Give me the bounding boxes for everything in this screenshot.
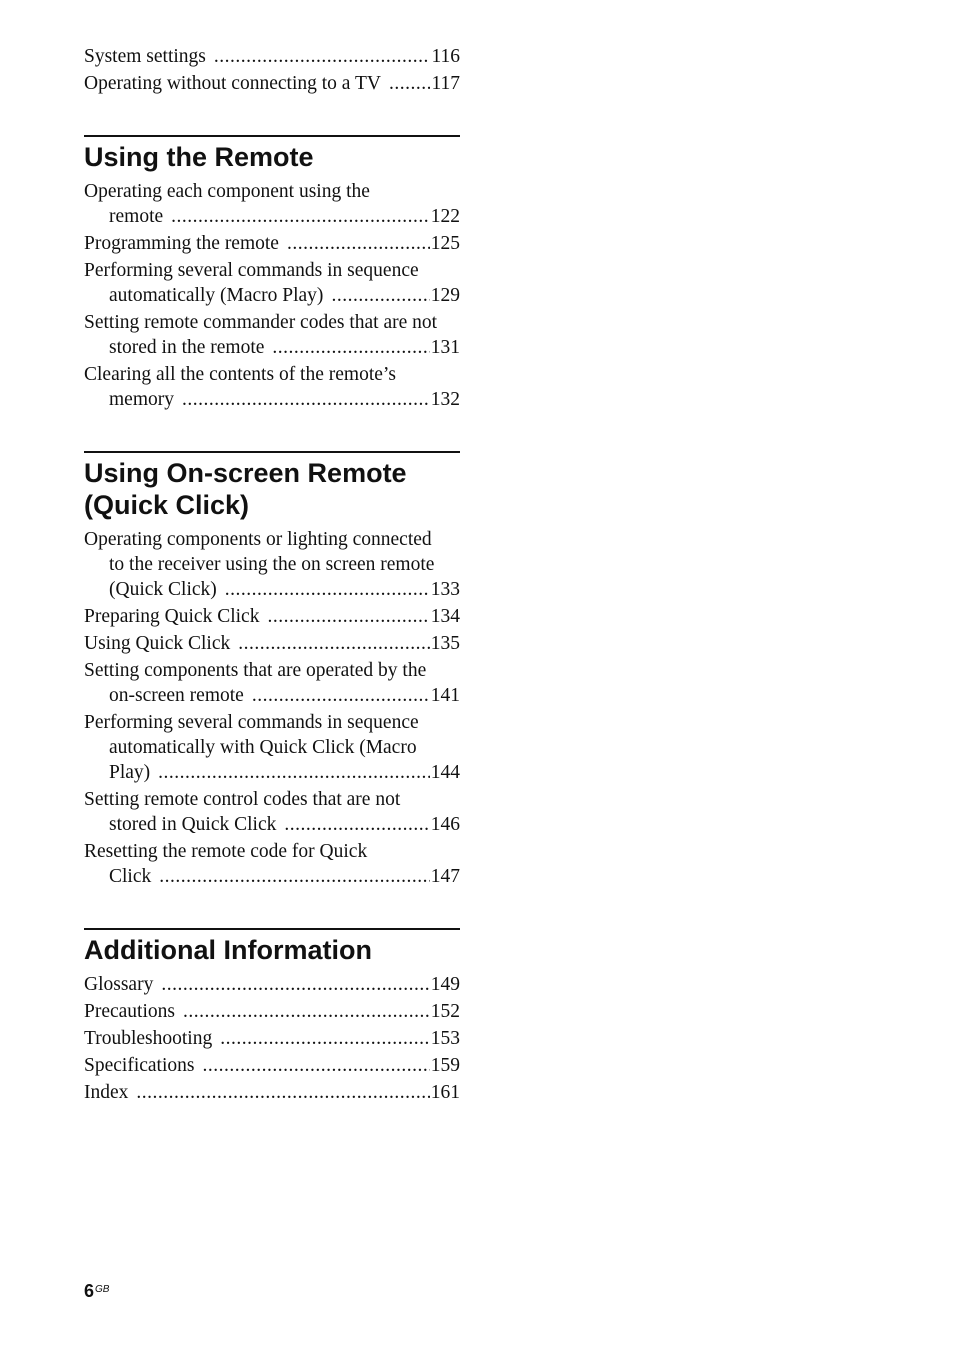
dot-leader bbox=[158, 760, 430, 785]
toc-entry-final-line bbox=[84, 1026, 460, 1051]
toc-entry[interactable] bbox=[84, 1053, 460, 1078]
toc-section-additional-information bbox=[84, 928, 460, 1105]
section-heading-line: (Quick Click) bbox=[84, 490, 250, 520]
toc-entry[interactable] bbox=[84, 604, 460, 629]
section-heading bbox=[84, 934, 460, 966]
toc-entry-final-line bbox=[84, 387, 460, 412]
toc-entry-final-line bbox=[84, 44, 460, 69]
page-footer bbox=[84, 1280, 109, 1302]
dot-leader bbox=[214, 44, 431, 69]
toc-entry-final-line bbox=[84, 604, 460, 629]
dot-leader bbox=[284, 812, 429, 837]
dot-leader bbox=[272, 335, 429, 360]
dot-leader bbox=[202, 1053, 429, 1078]
toc-entry-final-line bbox=[84, 231, 460, 256]
toc-entry-text: Play) bbox=[109, 762, 151, 783]
toc-page-number: 122 bbox=[430, 206, 460, 227]
toc-entry-final-line bbox=[84, 631, 460, 656]
toc-entry-text: Setting remote control codes that are not bbox=[84, 789, 401, 810]
dot-leader bbox=[331, 283, 429, 308]
toc-page-number: 147 bbox=[430, 866, 460, 887]
dot-leader bbox=[136, 1080, 429, 1105]
toc-entry-text: Glossary bbox=[84, 974, 154, 995]
dot-leader bbox=[183, 999, 430, 1024]
toc-page-number: 132 bbox=[430, 389, 460, 410]
toc-page-number: 161 bbox=[430, 1082, 460, 1103]
toc-page-number: 159 bbox=[430, 1055, 460, 1076]
table-of-contents bbox=[84, 44, 460, 1107]
toc-entry-final-line bbox=[84, 335, 460, 360]
toc-entry[interactable] bbox=[84, 839, 460, 889]
toc-page-number: 135 bbox=[430, 633, 460, 654]
toc-entry-text: on-screen remote bbox=[109, 685, 244, 706]
toc-entry-final-line bbox=[84, 283, 460, 308]
dot-leader bbox=[161, 972, 429, 997]
toc-page-number: 146 bbox=[430, 814, 460, 835]
section-heading-line: Using On-screen Remote bbox=[84, 458, 407, 488]
toc-entry-final-line bbox=[84, 972, 460, 997]
toc-entry-text: Precautions bbox=[84, 1001, 175, 1022]
toc-entry[interactable] bbox=[84, 631, 460, 656]
toc-entry[interactable] bbox=[84, 527, 460, 602]
dot-leader bbox=[225, 577, 430, 602]
toc-page-number: 117 bbox=[431, 73, 460, 94]
toc-page-number: 125 bbox=[430, 233, 460, 254]
toc-entry-text: Operating without connecting to a TV bbox=[84, 73, 381, 94]
toc-entry[interactable] bbox=[84, 231, 460, 256]
toc-entry[interactable] bbox=[84, 710, 460, 785]
toc-page-number: 133 bbox=[430, 579, 460, 600]
dot-leader bbox=[267, 604, 429, 629]
toc-entry-text: System settings bbox=[84, 46, 206, 67]
toc-entry-text: Index bbox=[84, 1082, 129, 1103]
toc-entry-text: Operating each component using the bbox=[84, 181, 370, 202]
toc-page-number: 153 bbox=[430, 1028, 460, 1049]
dot-leader bbox=[238, 631, 430, 656]
toc-entry-final-line bbox=[84, 577, 460, 602]
toc-entry-final-line bbox=[84, 204, 460, 229]
toc-entry-text: Resetting the remote code for Quick bbox=[84, 841, 368, 862]
toc-entry-text: automatically with Quick Click (Macro bbox=[109, 737, 417, 758]
toc-entry-text: Using Quick Click bbox=[84, 633, 231, 654]
toc-entry-final-line bbox=[84, 71, 460, 96]
toc-entry[interactable] bbox=[84, 1026, 460, 1051]
toc-entry[interactable] bbox=[84, 972, 460, 997]
dot-leader bbox=[287, 231, 430, 256]
toc-entry-text: to the receiver using the on screen remote bbox=[109, 554, 435, 575]
toc-page-number: 141 bbox=[430, 685, 460, 706]
toc-entry-text: memory bbox=[109, 389, 174, 410]
toc-entry[interactable] bbox=[84, 787, 460, 837]
dot-leader bbox=[159, 864, 430, 889]
toc-page-number: 129 bbox=[430, 285, 460, 306]
toc-entry-text: Troubleshooting bbox=[84, 1028, 213, 1049]
section-heading bbox=[84, 141, 460, 173]
toc-entry[interactable] bbox=[84, 310, 460, 360]
toc-entry[interactable] bbox=[84, 362, 460, 412]
toc-entry-final-line bbox=[84, 1080, 460, 1105]
dot-leader bbox=[182, 387, 430, 412]
dot-leader bbox=[252, 683, 430, 708]
toc-entry-text: Preparing Quick Click bbox=[84, 606, 260, 627]
toc-entry[interactable] bbox=[84, 258, 460, 308]
toc-entry-final-line bbox=[84, 812, 460, 837]
dot-leader bbox=[389, 71, 431, 96]
toc-entry[interactable] bbox=[84, 179, 460, 229]
toc-entry-text: Clearing all the contents of the remote’s bbox=[84, 364, 396, 385]
toc-entry-text: Setting components that are operated by the bbox=[84, 660, 427, 681]
page-number: 6 bbox=[84, 1281, 95, 1301]
dot-leader bbox=[220, 1026, 430, 1051]
page-number-suffix: GB bbox=[95, 1284, 110, 1295]
toc-page-number: 134 bbox=[430, 606, 460, 627]
toc-page-number: 131 bbox=[430, 337, 460, 358]
section-heading-line: Additional Information bbox=[84, 935, 372, 965]
toc-entry-final-line bbox=[84, 999, 460, 1024]
toc-entry-text: Performing several commands in sequence bbox=[84, 260, 419, 281]
section-heading-line: Using the Remote bbox=[84, 142, 314, 172]
toc-entry-text: Click bbox=[109, 866, 152, 887]
toc-entry[interactable] bbox=[84, 44, 460, 69]
toc-entry-final-line bbox=[84, 1053, 460, 1078]
toc-top-entries bbox=[84, 44, 460, 96]
toc-entry-text: Programming the remote bbox=[84, 233, 279, 254]
section-heading bbox=[84, 457, 460, 521]
toc-sections bbox=[84, 135, 460, 1105]
toc-entry-text: Performing several commands in sequence bbox=[84, 712, 419, 733]
toc-page-number: 144 bbox=[430, 762, 460, 783]
toc-entry-text: automatically (Macro Play) bbox=[109, 285, 324, 306]
toc-entry[interactable] bbox=[84, 658, 460, 708]
toc-entry-text: Operating components or lighting connected bbox=[84, 529, 432, 550]
toc-entry-final-line bbox=[84, 683, 460, 708]
toc-entry[interactable] bbox=[84, 999, 460, 1024]
dot-leader bbox=[171, 204, 430, 229]
toc-entry-text: stored in Quick Click bbox=[109, 814, 277, 835]
toc-page-number: 116 bbox=[431, 46, 460, 67]
toc-section-using-the-remote bbox=[84, 135, 460, 412]
toc-entry-text: (Quick Click) bbox=[109, 579, 217, 600]
toc-page-number: 152 bbox=[430, 1001, 460, 1022]
toc-entry-text: Setting remote commander codes that are not bbox=[84, 312, 438, 333]
toc-entry-text: Specifications bbox=[84, 1055, 195, 1076]
toc-entry-final-line bbox=[84, 864, 460, 889]
toc-page-number: 149 bbox=[430, 974, 460, 995]
toc-entry-text: remote bbox=[109, 206, 164, 227]
toc-entry-text: stored in the remote bbox=[109, 337, 265, 358]
toc-entry-final-line bbox=[84, 760, 460, 785]
toc-entry[interactable] bbox=[84, 71, 460, 96]
toc-section-using-on-screen-remote bbox=[84, 451, 460, 889]
toc-entry[interactable] bbox=[84, 1080, 460, 1105]
